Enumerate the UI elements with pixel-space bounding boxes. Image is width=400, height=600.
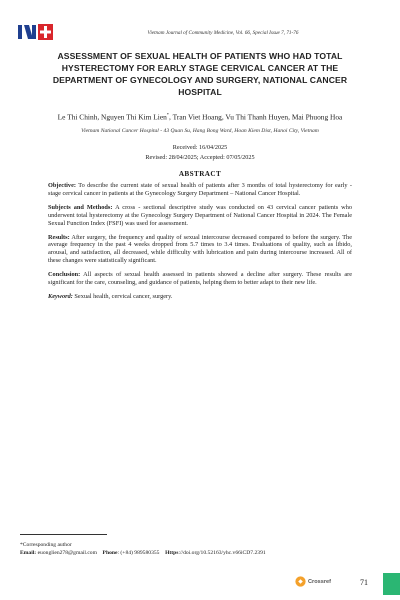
methods-text: A cross - sectional descriptive study was conducted on 43 cervical cancer patients who underwent total hysterectomy at the Gynecology Surgery Department of National Cancer Hospital in 2024. The Female Sexual Function Index (FSFI) was used for assessment. [48,203,352,227]
phone-label: Phone [102,549,118,556]
journal-logo [18,22,54,42]
email-link[interactable]: euonglien278@gmail.com [37,549,97,556]
objective-label: Objective: [48,182,76,189]
phone-number: : (+84) 989580355 [117,549,160,556]
doi-link[interactable]: ://doi.org/10.52163/yhc.v66iCD7.2391 [178,549,266,556]
page-corner-tab [383,573,400,595]
conclusion-text: All aspects of sexual health assessed in patients showed a decline after surgery. These results are significant for the care, counseling, and guidance of patients, helping them to better adapt to their new life. [48,271,353,287]
results-label: Results: [48,233,70,241]
article-title: ASSESSMENT OF SEXUAL HEALTH OF PATIENTS WHO HAD TOTAL HYSTERECTOMY FOR EARLY STAGE CERVICAL CANCER AT THE DEPARTMENT OF GYNECOLOGY AND SURGERY, NATIONAL CANCER HOSPITAL [52,51,348,97]
contact-line [20,550,380,558]
crossref-label: Crossref [308,578,332,585]
revised-accepted-date: Revised: 28/04/2025; Accepted: 07/05/2025 [145,154,255,161]
doi-label: Https [165,549,179,556]
conclusion-label: Conclusion: [48,271,81,279]
abstract-heading: ABSTRACT [178,170,222,178]
affiliation: Vietnam National Cancer Hospital - 43 Quan Su, Hang Bong Ward, Hoan Kiem Dist, Hanoi City, Vietnam [81,128,319,134]
abstract-keywords [48,293,352,301]
authors-first: Le Thi Chinh, Nguyen Thi Kim Lien [57,112,167,122]
crossref-badge[interactable] [295,576,331,587]
methods-label: Subjects and Methods: [48,203,113,211]
keyword-label: Keyword: [48,292,73,300]
page-number: 71 [360,578,368,587]
abstract-objective [48,182,352,198]
author-list [20,112,380,121]
authors-rest: , Tran Viet Hoang, Vu Thi Thanh Huyen, Mai Phuong Hoa [169,112,343,122]
abstract-results [48,234,352,266]
article-dates [20,143,380,163]
objective-text: To describe the current state of sexual health of patients after 3 months of total hysterectomy for early - stage cervical cancer in patients at the Gynecology Surgery Department – National Cancer Hospital. [48,182,352,197]
footnote [20,542,380,557]
email-label: Email: [20,549,37,556]
abstract-conclusion [48,271,352,287]
results-text: After surgery, the frequency and quality of sexual intercourse decreased compared to before the surgery. The average frequency in the past 4 weeks dropped from 5.7 times to 3.4 times. Evaluations of quality, such as libido, arousal, and satisfaction, all decreased, while difficulty with lubrication and pain during intercourse increased. All of these changes were statistically significant. [48,233,352,265]
crossref-icon [295,576,306,587]
received-date: Received: 16/04/2025 [172,144,228,151]
journal-citation-line: Vietnam Journal of Community Medicine, Vol. 66, Special Issue 7, 71-76 [147,30,299,36]
abstract-methods [48,204,352,228]
corresponding-author-note: *Corresponding author [20,542,72,548]
corresponding-author-mark: * [166,112,170,117]
keyword-text: Sexual health, cervical cancer, surgery. [74,292,173,300]
abstract-body [48,182,352,307]
footnote-divider [20,534,107,535]
